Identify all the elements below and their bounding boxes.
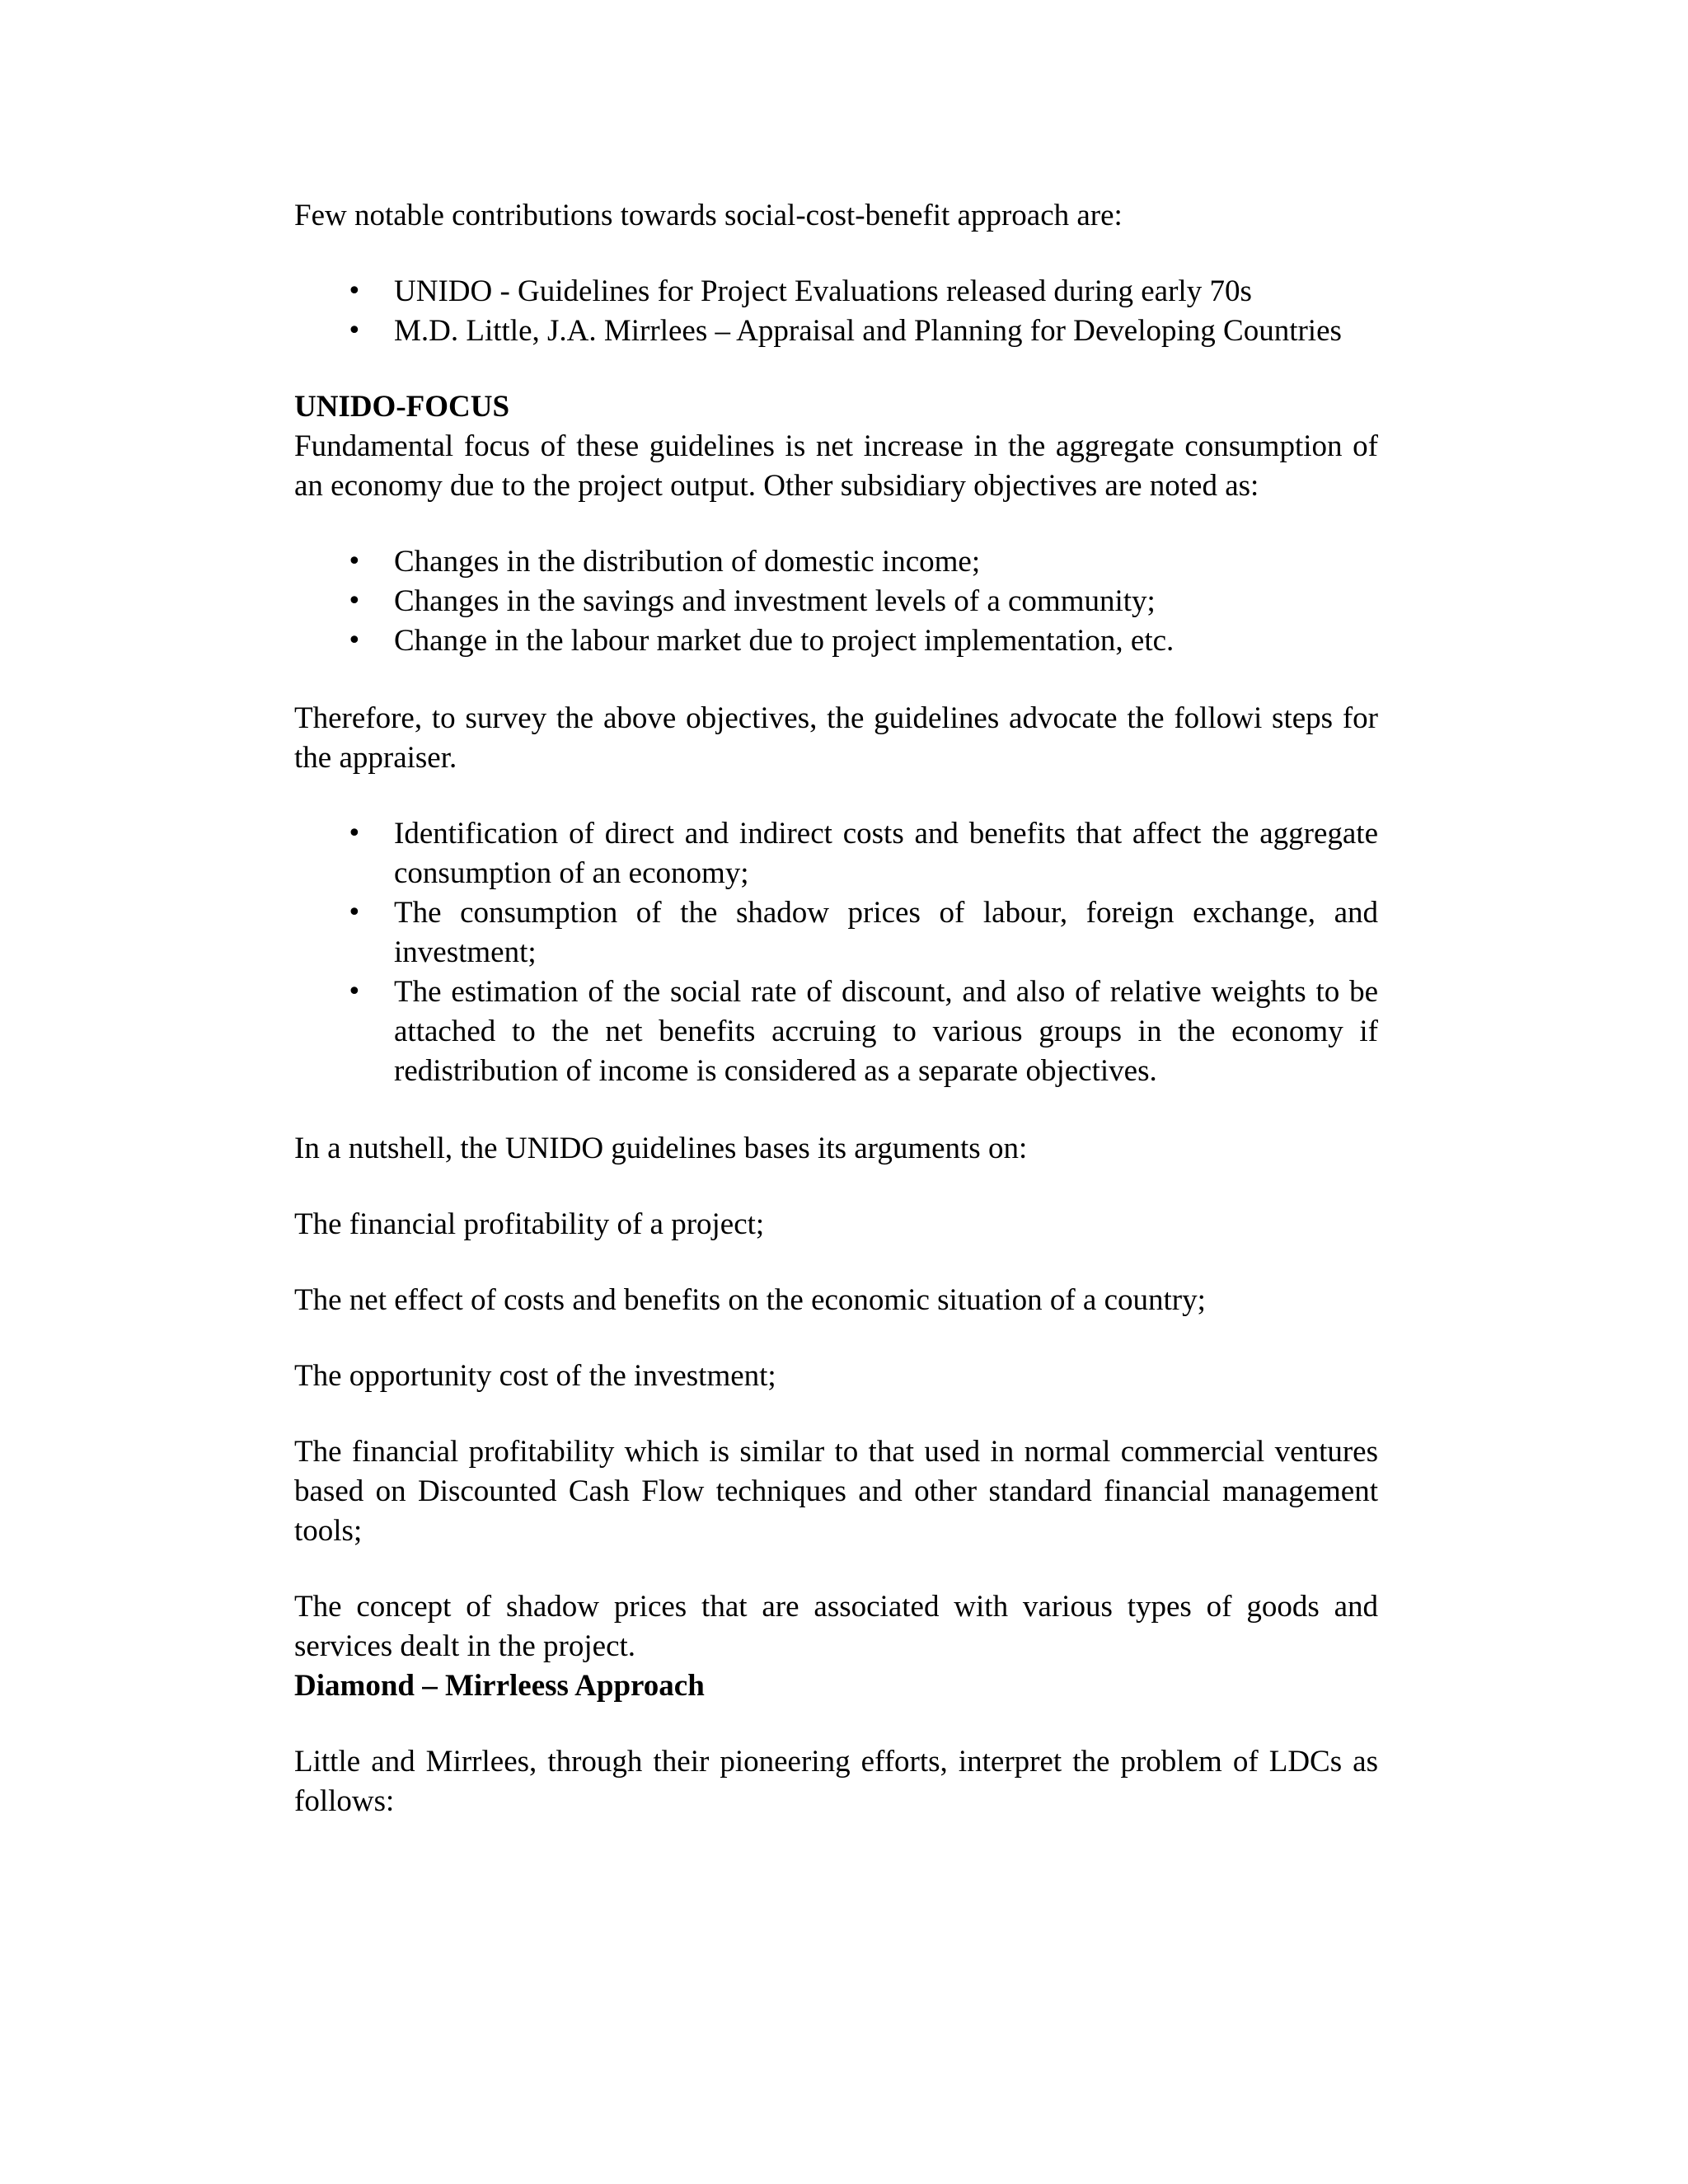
argument-paragraph: The opportunity cost of the investment; [294,1359,776,1393]
argument-paragraph: The net effect of costs and benefits on the economic situation of a country; [294,1283,1206,1317]
contributions-list [294,272,1378,351]
nutshell-intro-paragraph: In a nutshell, the UNIDO guidelines bases its arguments on: [294,1132,1028,1165]
intro-paragraph: Few notable contributions towards social-cost-benefit approach are: [294,199,1123,232]
list-item: • UNIDO - Guidelines for Project Evaluations released during early 70s [294,272,1378,312]
objectives-list [294,542,1378,661]
document-page [294,196,1378,1821]
diamond-mirrlees-body: Little and Mirrlees, through their pioneering efforts, interpret the problem of LDCs as follows: [294,1745,1378,1818]
list-item: • Identification of direct and indirect costs and benefits that affect the aggregate consumption of an economy; [294,814,1378,893]
list-item: • The consumption of the shadow prices of labour, foreign exchange, and investment; [294,893,1378,972]
argument-paragraph: The concept of shadow prices that are associated with various types of goods and services dealt in the project. [294,1590,1378,1663]
steps-intro-paragraph: Therefore, to survey the above objectives, the guidelines advocate the followi steps for the appraiser. [294,701,1378,775]
argument-paragraph: The financial profitability which is similar to that used in normal commercial ventures based on Discounted Cash Flow techniques and other standard financial management tools; [294,1435,1378,1548]
argument-paragraph: The financial profitability of a project; [294,1207,765,1241]
list-item: • Changes in the savings and investment levels of a community; [294,582,1378,621]
list-item: • Change in the labour market due to project implementation, etc. [294,621,1378,661]
diamond-mirrlees-heading: Diamond – Mirrleess Approach [294,1669,705,1703]
list-item: • M.D. Little, J.A. Mirrlees – Appraisal and Planning for Developing Countries [294,312,1378,351]
unido-focus-heading: UNIDO-FOCUS [294,390,510,424]
unido-focus-body: Fundamental focus of these guidelines is net increase in the aggregate consumption of an economy due to the project output. Other subsidiary objectives are noted as: [294,429,1378,503]
list-item: • Changes in the distribution of domestic income; [294,542,1378,582]
steps-list [294,814,1378,1091]
list-item: • The estimation of the social rate of discount, and also of relative weights to be attached to the net benefits accruing to various groups in the economy if redistribution of income is considered as a separate objectives. [294,972,1378,1091]
